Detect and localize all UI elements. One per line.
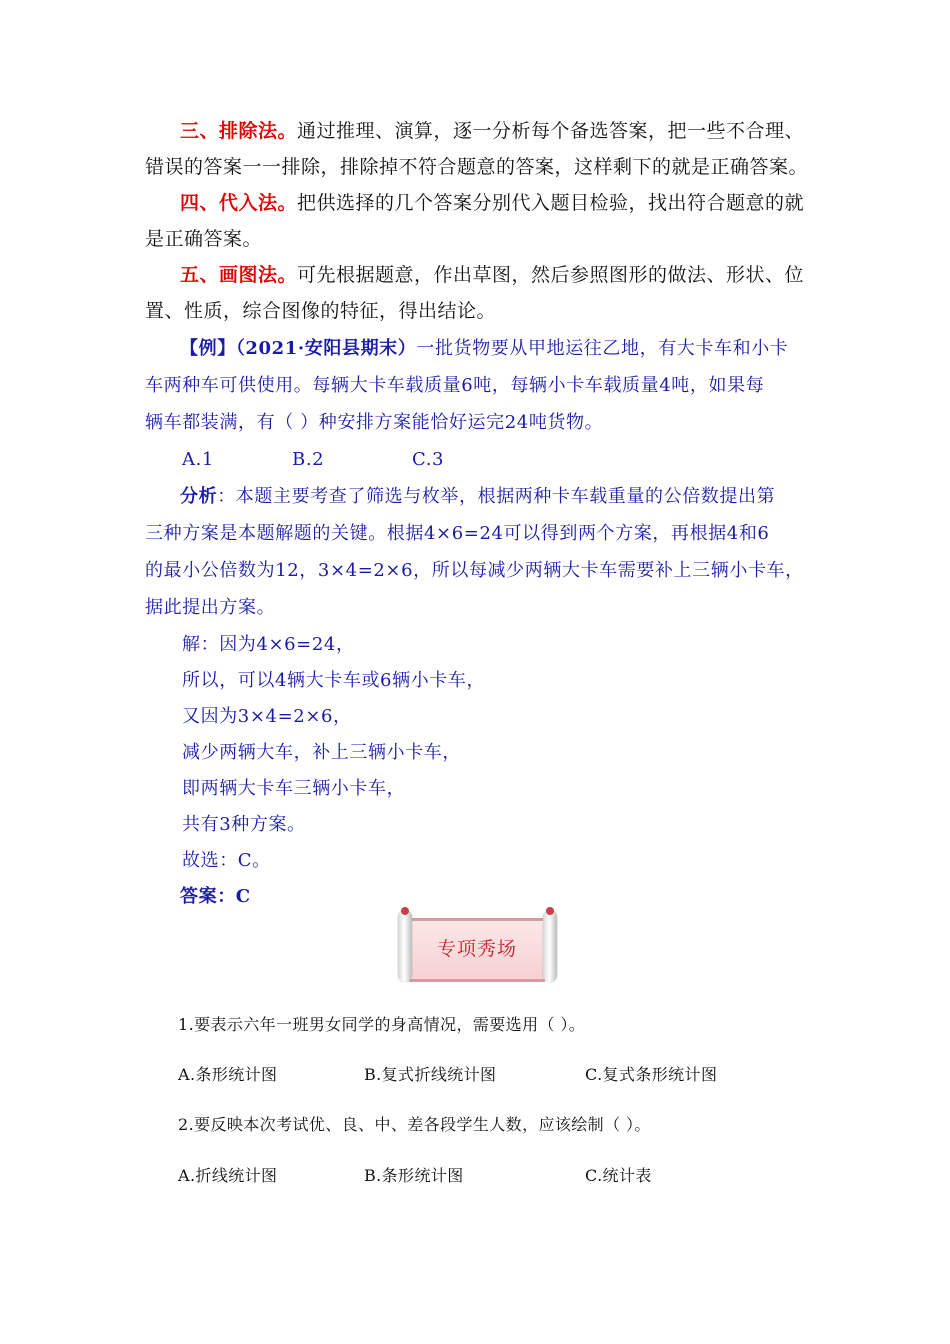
question-2-text: 2.要反映本次考试优、良、中、差各段学生人数，应该绘制（ ）。 <box>178 1115 651 1134</box>
method-3-heading: 三、排除法。 <box>180 120 298 142</box>
method-3-line-2: 错误的答案一一排除，排除掉不符合题意的答案，这样剩下的就是正确答案。 <box>145 156 809 178</box>
question-1-option-b: B.复式折线统计图 <box>364 1065 497 1084</box>
solution-line-1: 解：因为4×6=24， <box>182 634 355 655</box>
analysis-text-1: ：本题主要考查了筛选与枚举，根据两种卡车载重量的公倍数提出第 <box>217 486 776 507</box>
answer-label: 答案 <box>180 886 218 907</box>
analysis-label: 分析 <box>180 486 218 507</box>
analysis-line-3: 的最小公倍数为12，3×4=2×6，所以每减少两辆大卡车需要补上三辆小卡车， <box>145 560 804 581</box>
method-5-line-2: 置、性质，综合图像的特征，得出结论。 <box>145 300 497 322</box>
analysis-line-1 <box>180 478 775 515</box>
method-3-text: 通过推理、演算，逐一分析每个备选答案，把一些不合理、 <box>297 120 805 142</box>
answer-line <box>180 878 251 915</box>
example-line-1 <box>180 330 788 367</box>
analysis-line-2: 三种方案是本题解题的关键。根据4×6=24可以得到两个方案，再根据4和6 <box>145 523 770 544</box>
example-text-1: 一批货物要从甲地运往乙地，有大卡车和小卡 <box>416 338 789 359</box>
solution-line-4: 减少两辆大车，补上三辆小卡车， <box>182 742 461 763</box>
example-tag: 【例】 <box>180 338 236 359</box>
solution-line-3: 又因为3×4=2×6， <box>182 706 352 727</box>
banner-tip-icon <box>546 907 554 915</box>
example-option-c: C.3 <box>412 449 445 470</box>
method-4-line-1 <box>180 184 804 222</box>
question-1-option-a: A.条形统计图 <box>178 1065 278 1084</box>
banner-right-roll-icon <box>543 910 557 982</box>
question-2-option-b: B.条形统计图 <box>364 1166 464 1185</box>
method-4-text: 把供选择的几个答案分别代入题目检验，找出符合题意的就 <box>297 192 805 214</box>
example-line-2: 车两种车可供使用。每辆大卡车载质量6吨，每辆小卡车载质量4吨，如果每 <box>145 375 765 396</box>
example-option-b: B.2 <box>292 449 325 470</box>
solution-line-5: 即两辆大卡车三辆小卡车， <box>182 778 406 799</box>
analysis-line-4: 据此提出方案。 <box>145 597 276 618</box>
example-option-a: A.1 <box>182 449 214 470</box>
solution-line-7: 故选：C。 <box>182 850 271 871</box>
method-5-heading: 五、画图法。 <box>180 264 298 286</box>
method-4-heading: 四、代入法。 <box>180 192 298 214</box>
question-1-text: 1.要表示六年一班男女同学的身高情况，需要选用（ ）。 <box>178 1015 586 1034</box>
method-5-line-1 <box>180 256 804 294</box>
banner-tip-icon <box>401 907 409 915</box>
question-1-option-c: C.复式条形统计图 <box>585 1065 718 1084</box>
example-source: （2021·安阳县期末） <box>235 338 417 359</box>
method-3-line-1 <box>180 112 804 150</box>
answer-value: ：C <box>217 886 251 907</box>
question-2-option-a: A.折线统计图 <box>178 1166 278 1185</box>
method-4-line-2: 是正确答案。 <box>145 228 263 250</box>
solution-line-6: 共有3种方案。 <box>182 814 306 835</box>
solution-line-2: 所以，可以4辆大卡车或6辆小卡车， <box>182 670 486 691</box>
question-2-option-c: C.统计表 <box>585 1166 652 1185</box>
method-5-text: 可先根据题意，作出草图，然后参照图形的做法、形状、位 <box>297 264 805 286</box>
example-line-3: 辆车都装满，有（ ）种安排方案能恰好运完24吨货物。 <box>145 412 604 433</box>
banner-title: 专项秀场 <box>436 937 517 960</box>
section-banner <box>395 910 560 982</box>
